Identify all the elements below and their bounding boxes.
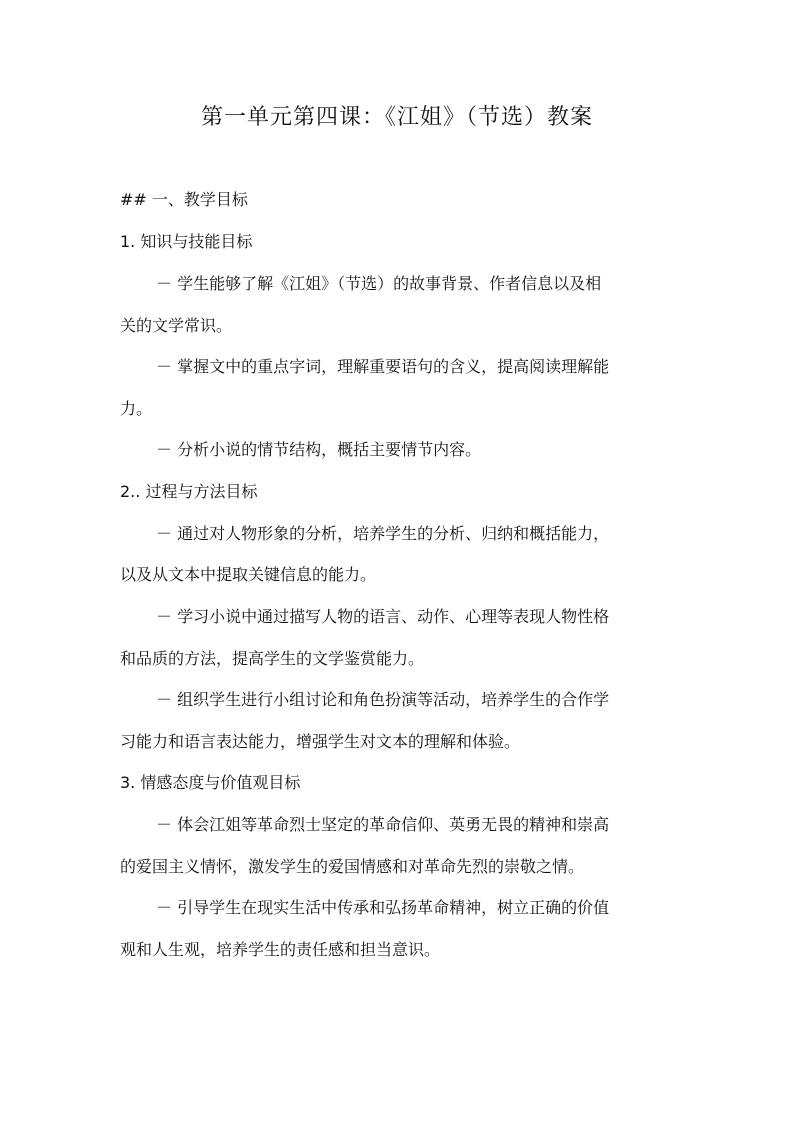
objective-2-item-3-line-1: － 组织学生进行小组讨论和角色扮演等活动，培养学生的合作学 [156, 690, 610, 709]
section-heading: ## 一、教学目标 [120, 190, 248, 209]
objective-1-item-2-line-1: － 掌握文中的重点字词，理解重要语句的含义，提高阅读理解能 [156, 357, 610, 376]
document-title: 第一单元第四课：《江姐》（节选）教案 [200, 105, 593, 130]
objective-3-item-1-line-1: － 体会江姐等革命烈士坚定的革命信仰、英勇无畏的精神和崇高 [156, 815, 610, 834]
objective-heading-2: 2.. 过程与方法目标 [120, 482, 258, 501]
objective-3-item-1-line-2: 的爱国主义情怀，激发学生的爱国情感和对革命先烈的崇敬之情。 [120, 857, 585, 876]
objective-1-item-2-line-2: 力。 [120, 399, 153, 418]
objective-3-item-2-line-2: 观和人生观，培养学生的责任感和担当意识。 [120, 940, 441, 959]
objective-1-item-3-line-1: － 分析小说的情节结构，概括主要情节内容。 [156, 440, 482, 459]
objective-heading-3: 3. 情感态度与价值观目标 [120, 773, 301, 792]
objective-2-item-1-line-1: － 通过对人物形象的分析，培养学生的分析、归纳和概括能力， [156, 524, 610, 543]
objective-2-item-2-line-1: － 学习小说中通过描写人物的语言、动作、心理等表现人物性格 [156, 607, 610, 626]
objective-2-item-2-line-2: 和品质的方法，提高学生的文学鉴赏能力。 [120, 649, 425, 668]
objective-1-item-1-line-2: 关的文学常识。 [120, 316, 233, 335]
objective-2-item-3-line-2: 习能力和语言表达能力，增强学生对文本的理解和体验。 [120, 732, 521, 751]
objective-2-item-1-line-2: 以及从文本中提取关键信息的能力。 [120, 565, 377, 584]
objective-1-item-1-line-1: － 学生能够了解《江姐》（节选）的故事背景、作者信息以及相 [156, 274, 602, 293]
objective-3-item-2-line-1: － 引导学生在现实生活中传承和弘扬革命精神，树立正确的价值 [156, 898, 610, 917]
objective-heading-1: 1. 知识与技能目标 [120, 232, 253, 251]
